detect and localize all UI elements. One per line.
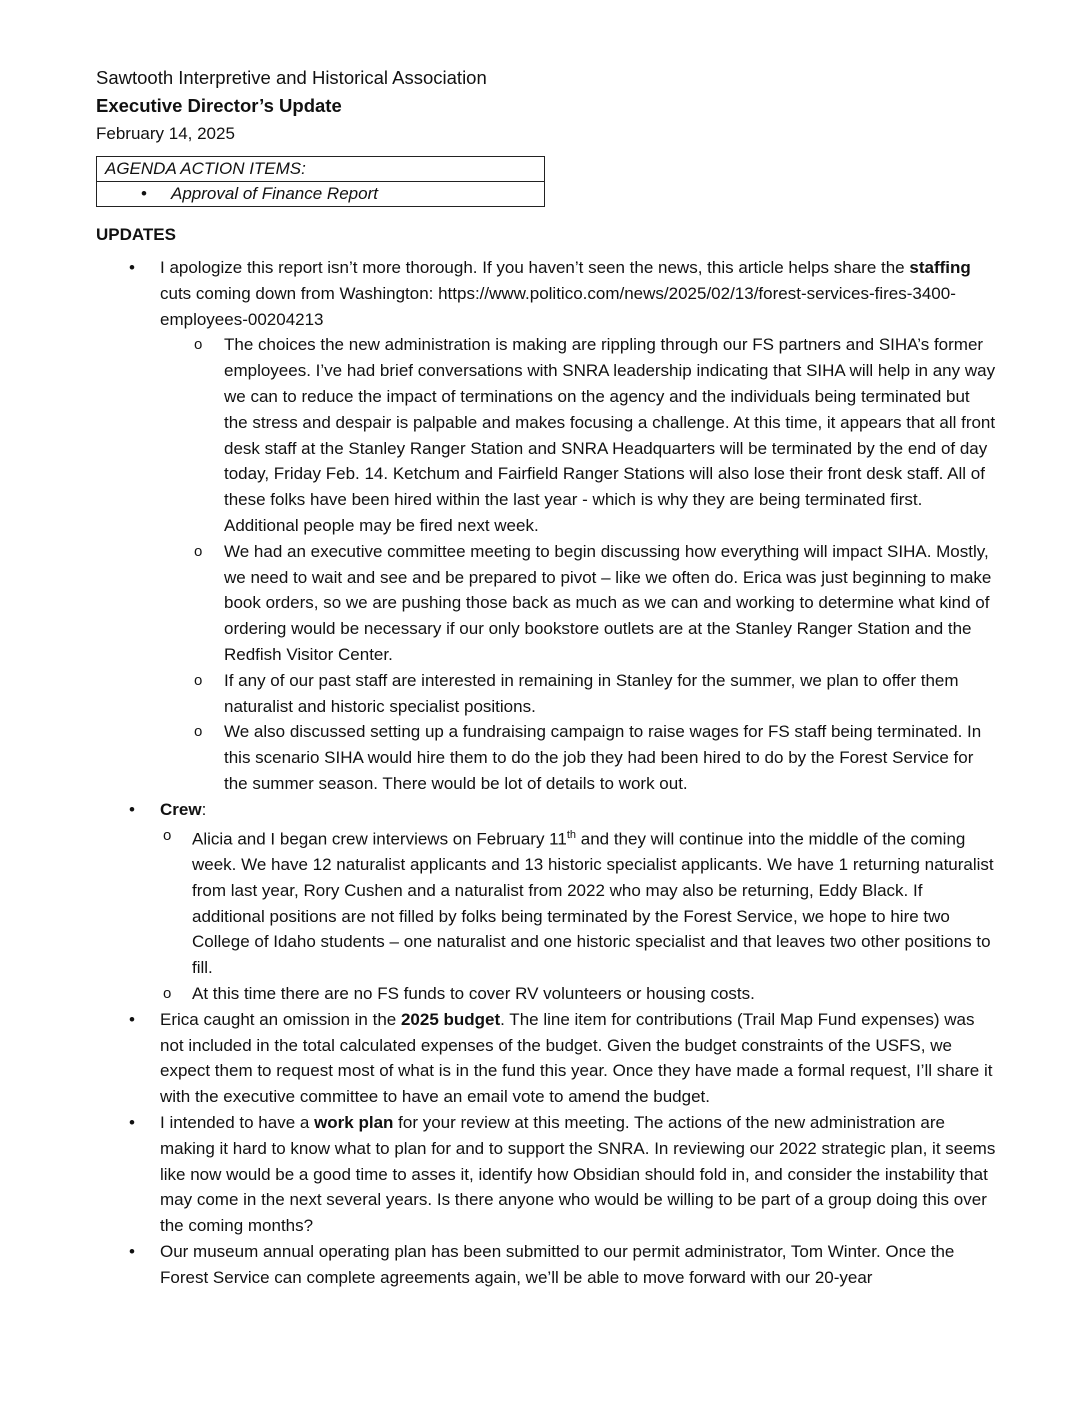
agenda-item: [97, 182, 545, 207]
crew-text-post: and they will continue into the middle of the coming week. We have 12 naturalist applicants and 13 historic specialist applicants. We have 1 returning naturalist from last year, Rory Cushen and a naturalist from 2022 who may also be returning, Eddy Black. If additional positions are not filled by folks being terminated by the Forest Service, we hope to hire two College of Idaho students – one naturalist and one historic specialist and that leaves two other positions to fill.: [192, 829, 994, 978]
crew-bold: Crew: [160, 799, 202, 819]
crew-sublist: [160, 823, 996, 1007]
crew-sub-item: [160, 823, 996, 981]
crew-colon: :: [201, 799, 207, 819]
staffing-text-post: cuts coming down from Washington: https://www.politico.com/news/2025/02/13/forest-services-fires-3400-employees-00204213: [160, 283, 956, 329]
budget-text-post: . The line item for contributions (Trail Map Fund expenses) was not included in the total calculated expenses of the budget. Given the budget constraints of the USFS, we expect them to request most of what is in the fund this year. Once they have made a formal request, I’ll share it with the executive committee to have an email vote to amend the budget.: [160, 1009, 993, 1107]
agenda-heading: AGENDA ACTION ITEMS:: [97, 157, 545, 182]
document-page: [96, 64, 996, 1291]
update-crew: [96, 797, 996, 1007]
agenda-item-text: Approval of Finance Report: [171, 184, 378, 203]
budget-text-pre: Erica caught an omission in the: [160, 1009, 401, 1029]
staffing-bold: staffing: [909, 258, 971, 277]
crew-superscript: th: [566, 828, 577, 841]
update-budget: [96, 1007, 996, 1110]
work-plan-bold: work plan: [314, 1112, 394, 1132]
update-museum-plan: • Our museum annual operating plan has been submitted to our permit administrator, Tom Winter. Once the Forest Service can complete agreements again, we’ll be able to move forward with our 20-year: [96, 1239, 996, 1291]
document-title: Executive Director’s Update: [96, 95, 342, 116]
staffing-sublist: [160, 332, 996, 796]
staffing-sub-item: o We had an executive committee meeting to begin discussing how everything will impact SIHA. Mostly, we need to wait and see and be prepared to pivot – like we often do. Erica was just beginning to make book orders, so we are pushing those back as much as we can and working to determine what kind of ordering would be necessary if our only bookstore outlets are at the Stanley Ranger Station and the Redfish Visitor Center.: [160, 539, 996, 668]
staffing-sub-item: o If any of our past staff are interested in remaining in Stanley for the summer, we plan to offer them naturalist and historic specialist positions.: [160, 668, 996, 720]
work-plan-text-post: for your review at this meeting. The actions of the new administration are making it hard to know what to plan for and to support the SNRA. In reviewing our 2022 strategic plan, it seems like now would be a good time to asses it, identify how Obsidian should fold in, and consider the instability that may come in the next several years. Is there anyone who would be willing to be part of a group doing this over the coming months?: [160, 1112, 996, 1236]
updates-heading: UPDATES: [96, 225, 176, 244]
crew-text-pre: Alicia and I began crew interviews on February 11: [192, 829, 567, 849]
staffing-sub-item: o We also discussed setting up a fundraising campaign to raise wages for FS staff being terminated. In this scenario SIHA would hire them to do the job they had been hired to do by the Forest Service for the summer season. There would be lot of details to work out.: [160, 719, 996, 796]
staffing-text-pre: I apologize this report isn’t more thorough. If you haven’t seen the news, this article helps share the: [160, 258, 910, 277]
work-plan-text-pre: I intended to have a: [160, 1112, 315, 1132]
organization-name: Sawtooth Interpretive and Historical Association: [96, 67, 487, 88]
updates-list: [96, 255, 996, 1291]
budget-bold: 2025 budget: [400, 1009, 501, 1029]
staffing-sub-item: o The choices the new administration is making are rippling through our FS partners and SIHA’s former employees. I’ve had brief conversations with SNRA leadership indicating that SIHA will help in any way we can to reduce the impact of terminations on the agency and the individuals being terminated but the stress and despair is palpable and makes focusing a challenge. At this time, it appears that all front desk staff at the Stanley Ranger Station and SNRA Headquarters will be terminated by the end of day today, Friday Feb. 14. Ketchum and Fairfield Ranger Stations will also lose their front desk staff. All of these folks have been hired within the last year - which is why they are being terminated first. Additional people may be fired next week.: [160, 332, 996, 538]
update-staffing: [96, 255, 996, 797]
crew-sub-item: o At this time there are no FS funds to cover RV volunteers or housing costs.: [160, 981, 996, 1007]
agenda-table: [96, 156, 545, 207]
document-date: February 14, 2025: [96, 124, 235, 143]
update-work-plan: [96, 1110, 996, 1239]
